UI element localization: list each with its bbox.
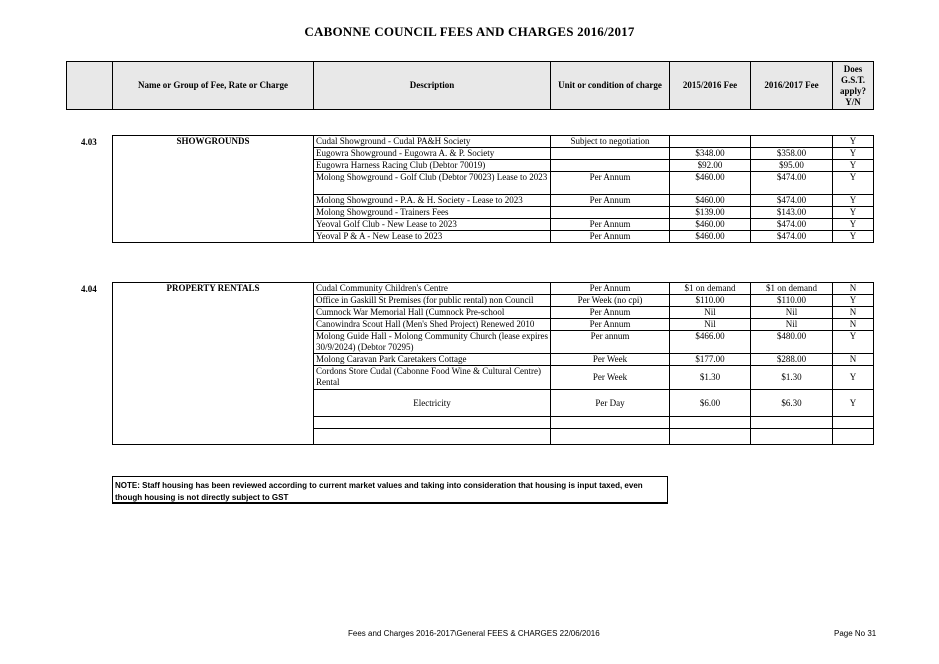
fee-2015-2016: $139.00 (670, 207, 751, 219)
fee-2015-2016: $460.00 (670, 231, 751, 243)
fee-2016-2017 (751, 136, 833, 148)
fee-2015-2016: $460.00 (670, 172, 751, 195)
section-name: PROPERTY RENTALS (113, 283, 314, 445)
header-fee-2016: 2016/2017 Fee (751, 62, 833, 110)
fee-unit (551, 148, 670, 160)
fee-2015-2016 (670, 429, 751, 445)
fee-unit: Per Week (551, 354, 670, 366)
fee-2016-2017: $143.00 (751, 207, 833, 219)
header-description: Description (314, 62, 551, 110)
gst-flag: Y (833, 390, 874, 417)
fee-2016-2017 (751, 429, 833, 445)
gst-flag (833, 417, 874, 429)
header-name: Name or Group of Fee, Rate or Charge (113, 62, 314, 110)
gst-flag: N (833, 319, 874, 331)
fee-2016-2017: Nil (751, 319, 833, 331)
property-rentals-rows (113, 283, 874, 445)
section-name: SHOWGROUNDS (113, 136, 314, 243)
gst-flag: N (833, 307, 874, 319)
fee-description: Office in Gaskill St Premises (for public rental) non Council (314, 295, 551, 307)
section-number: 4.04 (81, 284, 97, 294)
fee-description: Molong Guide Hall - Molong Community Church (lease expires 30/9/2024) (Debtor 70295) (314, 331, 551, 354)
fee-2016-2017: $474.00 (751, 195, 833, 207)
showgrounds-table (112, 135, 874, 243)
header-blank-cell (67, 62, 113, 110)
fee-2015-2016 (670, 136, 751, 148)
fee-2016-2017: $110.00 (751, 295, 833, 307)
staff-housing-note: NOTE: Staff housing has been reviewed according to current market values and taking into consideration that housing is input taxed, even though housing is not directly subject to GST (112, 476, 668, 504)
fee-description: Yeoval P & A - New Lease to 2023 (314, 231, 551, 243)
page-title: CABONNE COUNCIL FEES AND CHARGES 2016/2017 (304, 24, 635, 39)
header-fee-2015: 2015/2016 Fee (670, 62, 751, 110)
gst-flag: Y (833, 195, 874, 207)
fee-2016-2017: Nil (751, 307, 833, 319)
fee-unit (551, 429, 670, 445)
fee-description: Eugowra Showground - Eugowra A. & P. Society (314, 148, 551, 160)
header-unit: Unit or condition of charge (551, 62, 670, 110)
gst-flag: Y (833, 231, 874, 243)
fee-unit: Per Annum (551, 172, 670, 195)
fee-description: Cudal Showground - Cudal PA&H Society (314, 136, 551, 148)
fee-unit (551, 207, 670, 219)
fee-2016-2017: $358.00 (751, 148, 833, 160)
gst-flag: Y (833, 207, 874, 219)
fee-description: Molong Showground - Golf Club (Debtor 70023) Lease to 2023 (314, 172, 551, 195)
fee-description: Cordons Store Cudal (Cabonne Food Wine & Cultural Centre) Rental (314, 366, 551, 390)
gst-flag: Y (833, 366, 874, 390)
column-header-table (66, 61, 874, 110)
gst-flag: N (833, 354, 874, 366)
fee-2015-2016: $348.00 (670, 148, 751, 160)
gst-flag: Y (833, 295, 874, 307)
gst-flag (833, 429, 874, 445)
fee-unit: Per annum (551, 331, 670, 354)
fee-2015-2016: $460.00 (670, 219, 751, 231)
footer-path: Fees and Charges 2016-2017\General FEES & CHARGES 22/06/2016 (348, 629, 600, 638)
fee-2015-2016: $1 on demand (670, 283, 751, 295)
fee-unit: Per Annum (551, 307, 670, 319)
fee-unit: Per Annum (551, 283, 670, 295)
fee-description: Cumnock War Memorial Hall (Cumnock Pre-school (314, 307, 551, 319)
fee-2015-2016: $460.00 (670, 195, 751, 207)
fee-description: Canowindra Scout Hall (Men's Shed Project) Renewed 2010 (314, 319, 551, 331)
gst-flag: Y (833, 331, 874, 354)
fee-unit: Per Annum (551, 219, 670, 231)
fee-2016-2017: $288.00 (751, 354, 833, 366)
fee-unit: Per Annum (551, 195, 670, 207)
fee-unit: Per Day (551, 390, 670, 417)
section-number: 4.03 (81, 137, 97, 147)
fee-unit: Per Week (551, 366, 670, 390)
fee-2015-2016: $6.00 (670, 390, 751, 417)
fee-description: Cudal Community Children's Centre (314, 283, 551, 295)
fee-2015-2016: Nil (670, 319, 751, 331)
fee-description: Yeoval Golf Club - New Lease to 2023 (314, 219, 551, 231)
gst-flag: Y (833, 160, 874, 172)
fee-description: Eugowra Harness Racing Club (Debtor 70019) (314, 160, 551, 172)
fee-2015-2016: $466.00 (670, 331, 751, 354)
fee-description (314, 417, 551, 429)
fee-description: Molong Showground - Trainers Fees (314, 207, 551, 219)
gst-flag: N (833, 283, 874, 295)
fee-2016-2017: $6.30 (751, 390, 833, 417)
table-row (113, 136, 874, 148)
fee-unit: Per Week (no cpi) (551, 295, 670, 307)
fee-unit: Per Annum (551, 231, 670, 243)
fee-2016-2017 (751, 417, 833, 429)
fee-2016-2017: $1 on demand (751, 283, 833, 295)
gst-flag: Y (833, 172, 874, 195)
fee-unit: Subject to negotiation (551, 136, 670, 148)
fee-2015-2016 (670, 417, 751, 429)
fee-description: Molong Caravan Park Caretakers Cottage (314, 354, 551, 366)
fee-2016-2017: $474.00 (751, 231, 833, 243)
fee-unit: Per Annum (551, 319, 670, 331)
fee-2015-2016: $110.00 (670, 295, 751, 307)
property-rentals-table (112, 282, 874, 445)
fee-unit (551, 417, 670, 429)
fee-2016-2017: $474.00 (751, 219, 833, 231)
fee-2016-2017: $1.30 (751, 366, 833, 390)
gst-flag: Y (833, 219, 874, 231)
fee-2016-2017: $480.00 (751, 331, 833, 354)
fee-unit (551, 160, 670, 172)
fee-description: Molong Showground - P.A. & H. Society - Lease to 2023 (314, 195, 551, 207)
header-gst: Does G.S.T. apply? Y/N (833, 62, 874, 110)
showgrounds-rows (113, 136, 874, 243)
table-row (113, 283, 874, 295)
gst-flag: Y (833, 136, 874, 148)
fee-2015-2016: $92.00 (670, 160, 751, 172)
fee-2015-2016: $1.30 (670, 366, 751, 390)
fee-2015-2016: Nil (670, 307, 751, 319)
fee-2016-2017: $95.00 (751, 160, 833, 172)
gst-flag: Y (833, 148, 874, 160)
fee-2016-2017: $474.00 (751, 172, 833, 195)
fee-description (314, 429, 551, 445)
footer-page-number: Page No 31 (834, 629, 877, 638)
fee-description: Electricity (314, 390, 551, 417)
fee-2015-2016: $177.00 (670, 354, 751, 366)
